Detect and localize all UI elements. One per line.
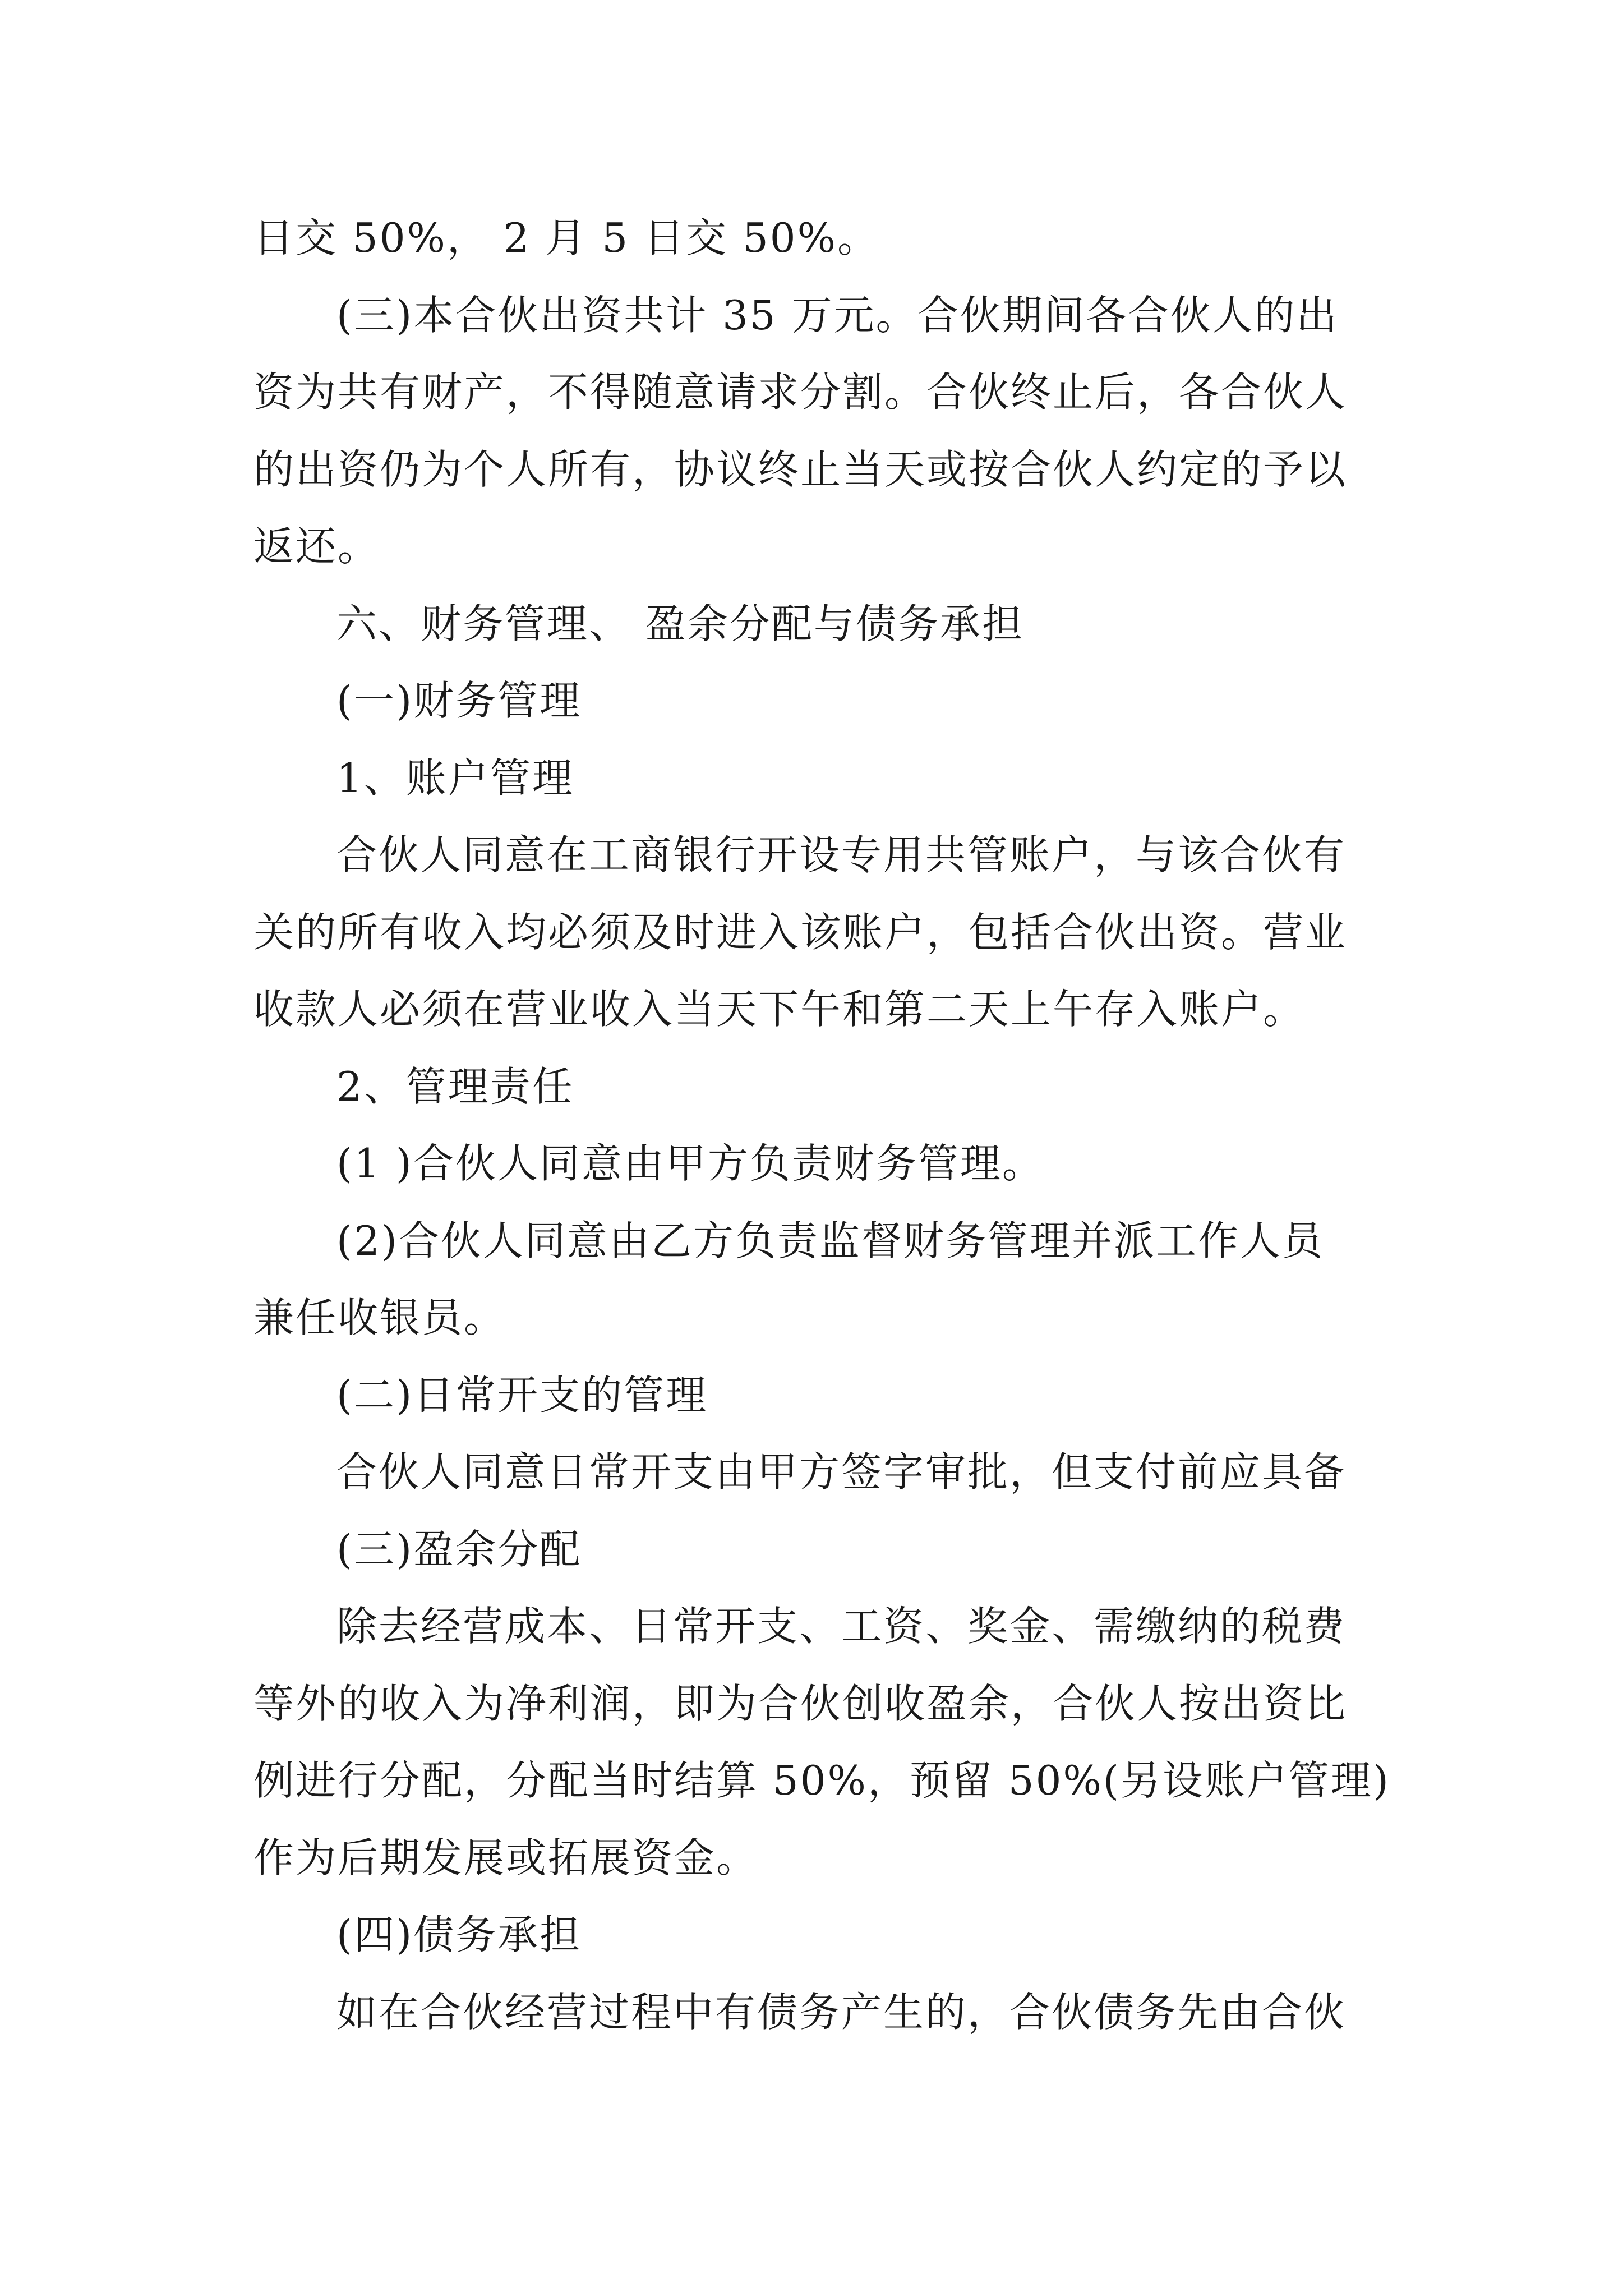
text-line-9: 合伙人同意在工商银行开设专用共管账户，与该合伙有 <box>336 831 1347 878</box>
text-line-22: 作为后期发展或拓展资金。 <box>253 1834 759 1881</box>
text-line-17: 合伙人同意日常开支由甲方签字审批，但支付前应具备 <box>336 1448 1347 1496</box>
text-line-2: (三)本合伙出资共计 35 万元。合伙期间各合伙人的出 <box>336 291 1339 339</box>
document-body <box>253 200 1391 2051</box>
text-line-13: (1 )合伙人同意由甲方负责财务管理。 <box>336 1140 1044 1187</box>
section-heading-six: 六、财务管理、 盈余分配与债务承担 <box>336 600 1024 647</box>
text-line-20: 等外的收入为净利润，即为合伙创收盈余，合伙人按出资比 <box>253 1680 1348 1727</box>
text-line-21: 例进行分配，分配当时结算 50%，预留 50%(另设账户管理) <box>253 1757 1391 1804</box>
subheading-management-responsibility: 2、管理责任 <box>336 1062 574 1110</box>
subheading-daily-expenses: (二)日常开支的管理 <box>336 1371 708 1419</box>
text-line-4: 的出资仍为个人所有，协议终止当天或按合伙人约定的予以 <box>253 445 1348 493</box>
text-line-19: 除去经营成本、日常开支、工资、奖金、需缴纳的税费 <box>336 1603 1347 1650</box>
text-line-10: 关的所有收入均必须及时进入该账户，包括合伙出资。营业 <box>253 908 1348 956</box>
text-line-1: 日交 50%， 2 月 5 日交 50%。 <box>253 214 880 261</box>
text-line-15: 兼任收银员。 <box>253 1294 506 1341</box>
text-line-5: 返还。 <box>253 523 380 570</box>
subheading-surplus-distribution: (三)盈余分配 <box>336 1525 582 1573</box>
subheading-financial-management: (一)财务管理 <box>336 677 582 724</box>
subheading-debt-bearing: (四)债务承担 <box>336 1911 582 1958</box>
subheading-account-management: 1、账户管理 <box>336 754 574 802</box>
text-line-3: 资为共有财产，不得随意请求分割。合伙终止后，各合伙人 <box>253 369 1348 416</box>
text-line-14: (2)合伙人同意由乙方负责监督财务管理并派工作人员 <box>336 1217 1324 1264</box>
text-line-11: 收款人必须在营业收入当天下午和第二天上午存入账户。 <box>253 986 1306 1033</box>
text-line-24: 如在合伙经营过程中有债务产生的，合伙债务先由合伙 <box>336 1988 1347 2036</box>
